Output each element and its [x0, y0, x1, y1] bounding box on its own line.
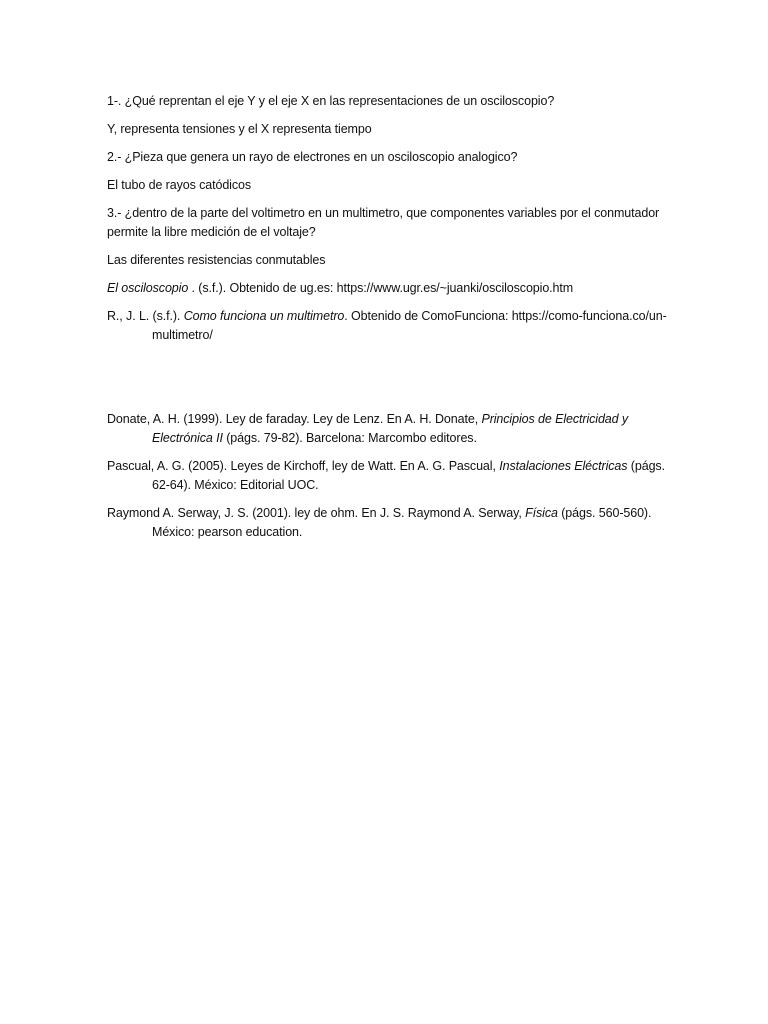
reference-suffix: (págs. 62-64). México: Editorial UOC.	[152, 459, 665, 492]
reference-osciloscopio	[107, 279, 667, 298]
reference-prefix: Pascual, A. G. (2005). Leyes de Kirchoff, ley de Watt. En A. G. Pascual,	[107, 459, 500, 473]
reference-title: El osciloscopio	[107, 281, 189, 295]
reference-prefix: Donate, A. H. (1999). Ley de faraday. Ley de Lenz. En A. H. Donate,	[107, 412, 482, 426]
question-1: 1-. ¿Qué reprentan el eje Y y el eje X en las representaciones de un osciloscopio?	[107, 94, 555, 108]
reference-prefix: Raymond A. Serway, J. S. (2001). ley de ohm. En J. S. Raymond A. Serway,	[107, 506, 526, 520]
reference-multimetro	[107, 307, 667, 345]
document-content	[107, 92, 667, 551]
reference-title: Instalaciones Eléctricas	[499, 459, 628, 473]
reference-donate	[107, 410, 667, 448]
reference-title: Como funciona un multimetro	[183, 309, 345, 323]
answer-1: Y, representa tensiones y el X representa tiempo	[107, 122, 372, 136]
reference-pascual	[107, 457, 667, 495]
reference-suffix: (págs. 560-560). México: pearson education.	[152, 506, 652, 539]
reference-suffix: . (s.f.). Obtenido de ug.es: https://www.ugr.es/~juanki/osciloscopio.htm	[188, 281, 574, 295]
question-2: 2.- ¿Pieza que genera un rayo de electrones en un osciloscopio analogico?	[107, 150, 518, 164]
reference-prefix: R., J. L. (s.f.).	[107, 309, 184, 323]
blank-space	[107, 354, 667, 410]
answer-2: El tubo de rayos catódicos	[107, 178, 252, 192]
reference-serway	[107, 504, 667, 542]
reference-title: Física	[525, 506, 558, 520]
reference-title: Principios de Electricidad y Electrónica II	[152, 412, 629, 445]
reference-suffix: (págs. 79-82). Barcelona: Marcombo editores.	[222, 431, 477, 445]
question-3: 3.- ¿dentro de la parte del voltimetro en un multimetro, que componentes variables por el conmutador permite la libre medición de el voltaje?	[107, 206, 660, 239]
answer-3: Las diferentes resistencias conmutables	[107, 253, 326, 267]
reference-suffix: . Obtenido de ComoFunciona: https://como-funciona.co/un-multimetro/	[152, 309, 667, 342]
